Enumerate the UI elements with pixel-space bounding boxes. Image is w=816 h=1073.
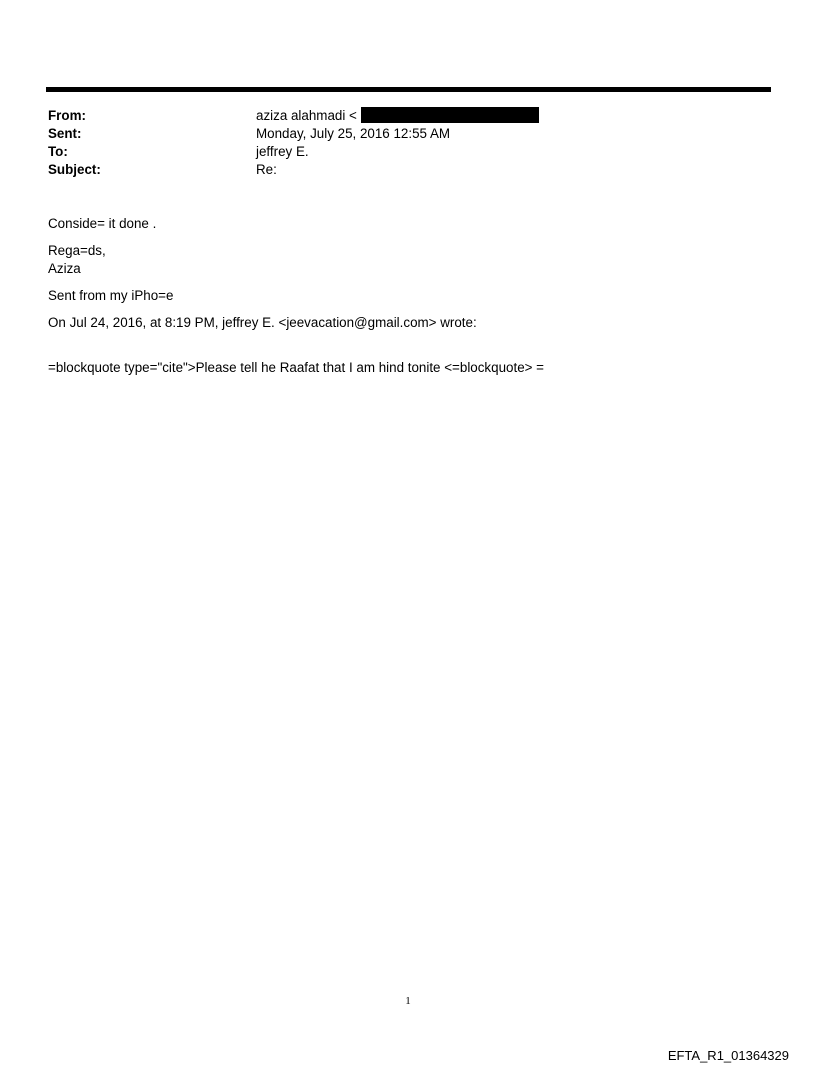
to-value: jeffrey E.	[256, 144, 309, 159]
sent-label: Sent:	[48, 126, 82, 141]
body-line-consider: Conside= it done .	[48, 216, 157, 231]
sent-row	[48, 125, 768, 143]
subject-value: Re:	[256, 162, 277, 177]
quoted-header-line: On Jul 24, 2016, at 8:19 PM, jeffrey E. <jeevacation@gmail.com> wrote:	[48, 315, 477, 330]
email-header	[48, 107, 768, 179]
from-value	[256, 107, 539, 125]
redaction-box	[361, 107, 539, 123]
to-label: To:	[48, 144, 68, 159]
from-row	[48, 107, 768, 125]
header-divider	[46, 87, 771, 92]
body-line-regards: Rega=ds,	[48, 243, 106, 258]
from-name: aziza alahmadi <	[256, 108, 357, 123]
subject-label: Subject:	[48, 162, 101, 177]
page-number: 1	[405, 995, 411, 1007]
quoted-message-line: =blockquote type="cite">Please tell he Raafat that I am hind tonite <=blockquote> =	[48, 360, 544, 375]
body-line-signature: Aziza	[48, 261, 81, 276]
to-row	[48, 143, 768, 161]
document-id: EFTA_R1_01364329	[667, 1048, 789, 1063]
body-line-sent-from: Sent from my iPho=e	[48, 288, 174, 303]
subject-row	[48, 161, 768, 179]
email-body	[48, 215, 768, 377]
from-label: From:	[48, 108, 86, 123]
sent-value: Monday, July 25, 2016 12:55 AM	[256, 126, 451, 141]
